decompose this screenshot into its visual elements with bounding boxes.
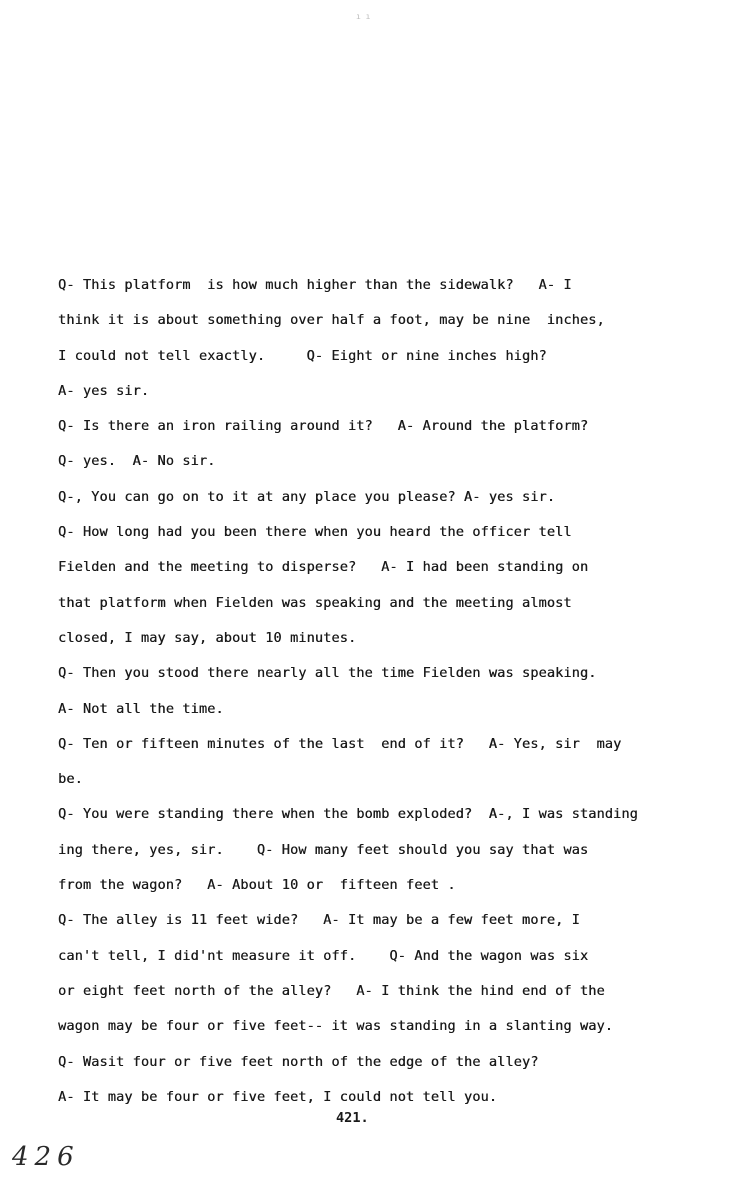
- transcript-line: think it is about something over half a foot, may be nine inches,: [58, 312, 605, 329]
- page-number: 421.: [336, 1110, 369, 1126]
- transcript-line: A- Not all the time.: [58, 700, 224, 717]
- transcript-line: A- It may be four or five feet, I could not tell you.: [58, 1088, 498, 1105]
- transcript-line: A- yes sir.: [58, 382, 150, 399]
- handwritten-page-number: 426: [12, 1142, 80, 1172]
- transcript-line: that platform when Fielden was speaking and the meeting almost: [58, 594, 572, 611]
- transcript-line: Q- The alley is 11 feet wide? A- It may be a few feet more, I: [58, 912, 580, 929]
- transcript-line: Q- Is there an iron railing around it? A- Around the platform?: [58, 418, 589, 435]
- transcript-line: Q-, You can go on to it at any place you please? A- yes sir.: [58, 488, 556, 505]
- transcript-line: Q- You were standing there when the bomb exploded? A-, I was standing: [58, 806, 638, 823]
- transcript-line: Q- How long had you been there when you heard the officer tell: [58, 524, 572, 541]
- transcript-line: Q- Ten or fifteen minutes of the last end of it? A- Yes, sir may: [58, 735, 622, 752]
- transcript-line: be.: [58, 771, 83, 788]
- transcript-line: Q- yes. A- No sir.: [58, 453, 216, 470]
- transcript-line: wagon may be four or five feet-- it was standing in a slanting way.: [58, 1018, 614, 1035]
- transcript-line: Q- This platform is how much higher than the sidewalk? A- I: [58, 277, 572, 293]
- transcript-line: closed, I may say, about 10 minutes.: [58, 629, 357, 646]
- transcript-line: can't tell, I did'nt measure it off. Q- And the wagon was six: [58, 947, 589, 964]
- transcript-line: Q- Then you stood there nearly all the time Fielden was speaking.: [58, 665, 597, 682]
- transcript-line: or eight feet north of the alley? A- I think the hind end of the: [58, 982, 605, 999]
- transcript-line: Q- Wasit four or five feet north of the edge of the alley?: [58, 1053, 539, 1070]
- page-mark: ı ı: [356, 12, 371, 21]
- transcript-body: [58, 268, 688, 1115]
- transcript-line: Fielden and the meeting to disperse? A- I had been standing on: [58, 559, 589, 576]
- transcript-line: I could not tell exactly. Q- Eight or nine inches high?: [58, 347, 547, 364]
- transcript-line: ing there, yes, sir. Q- How many feet should you say that was: [58, 841, 589, 858]
- transcript-line: from the wagon? A- About 10 or fifteen feet .: [58, 877, 456, 894]
